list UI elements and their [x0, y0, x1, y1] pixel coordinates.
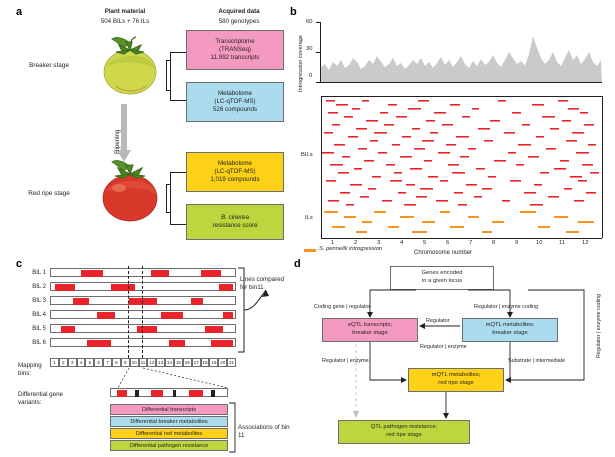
box-mqtl-redripe-text: mQTL metabolites; red ripe stage [431, 372, 481, 386]
ripening-label: Ripening [114, 129, 121, 154]
panel-a-col2-sub: 580 genotypes [218, 18, 260, 25]
panel-b-letter: b [290, 6, 297, 18]
mapping-bin-14[interactable]: 14 [167, 360, 173, 365]
xtick-10: 10 [536, 240, 543, 246]
introgression-coverage-histogram [321, 22, 602, 82]
panel-d-letter: d [294, 258, 301, 270]
ytick-0: 0 [309, 73, 313, 79]
xtick-7: 7 [469, 240, 473, 246]
box-metabolome-redripe [186, 152, 284, 192]
legend-differential-red-metabolites: Differential red metabolites [110, 428, 228, 439]
xtick-2: 2 [354, 240, 358, 246]
ytick-30: 30 [306, 46, 313, 52]
mapping-bin-12[interactable]: 12 [149, 360, 155, 365]
mapping-bin-3[interactable]: 3 [68, 358, 77, 367]
differential-variants-label: Differential gene variants: [18, 391, 63, 406]
box-metabolome-breaker-text: Metabolome (LC-qTOF-MS) 526 compounds [212, 89, 258, 114]
bil-label-4: BIL 4 [32, 312, 46, 318]
edge-label-regulator-enzyme-left: Regulator | enzyme [322, 358, 369, 364]
breaker-tomato-illustration [86, 36, 174, 98]
mapping-bin-2[interactable]: 2 [59, 358, 68, 367]
panel-b-ylabel: Introgression coverage [298, 35, 304, 92]
bil-row-3 [50, 296, 236, 305]
panel-b [292, 8, 607, 258]
panel-d [294, 258, 608, 454]
ytick-60: 60 [306, 19, 313, 25]
panel-a-col2-header: Acquired data [218, 8, 260, 15]
row-group-ils: ILs [305, 215, 313, 221]
box-genes-encoded-text: Genes encoded in a given locus [421, 270, 463, 284]
mapping-bin-8[interactable]: 8 [112, 358, 121, 367]
mapping-bin-5[interactable]: 5 [85, 358, 94, 367]
bil-row-1 [50, 268, 236, 277]
xtick-4: 4 [400, 240, 404, 246]
panel-a-letter: a [16, 6, 23, 18]
bin11-guide-left [128, 266, 129, 358]
box-metabolome-redripe-text: Metabolome (LC-qTOF-MS) 1,019 compounds [210, 159, 260, 184]
box-mqtl-breaker-text: mQTL metabolites; breaker stage [485, 322, 535, 336]
mapping-bin-4[interactable]: 4 [77, 358, 86, 367]
bil-row-2 [50, 282, 236, 291]
box-eqtl-transcripts-text: eQTL transcripts; breaker stage [347, 322, 393, 336]
legend-differential-pathogen-resistance: Differential pathogen resistance [110, 440, 228, 451]
mapping-bins-label: Mapping bins: [18, 362, 42, 377]
mapping-bin-9[interactable]: 9 [121, 358, 130, 367]
mapping-bin-7[interactable]: 7 [103, 358, 112, 367]
xtick-5: 5 [423, 240, 427, 246]
bil-label-5: BIL 5 [32, 326, 46, 332]
breaker-stage-label: Breaker stage [29, 62, 69, 69]
bil-row-4 [50, 310, 236, 319]
variants-track [110, 388, 228, 397]
mapping-bin-1[interactable]: 1 [50, 358, 59, 367]
panel-b-xlabel: Chromosome number [414, 250, 473, 256]
bin11-zoom-connector [118, 368, 268, 390]
edge-label-regulator: Regulator [426, 318, 450, 324]
edge-label-regulator-enzyme-coding-right: Regulator | enzyme coding [596, 293, 602, 358]
associations-label: Associations of bin 11 [238, 424, 290, 439]
box-metabolome-breaker [186, 82, 284, 122]
box-resistance-score-text: B. cinerea resistance score [212, 213, 258, 229]
mapping-bin-11[interactable]: 11 [139, 358, 148, 367]
bil-row-6 [50, 338, 236, 347]
panel-c [16, 258, 290, 452]
associations-bracket [228, 402, 238, 454]
panel-a-col1-header: Plant material [104, 8, 146, 15]
edge-label-substrate-intermediate: Substrate | intermediate [508, 358, 566, 364]
legend-label-introgression: S. pennellii introgression [319, 246, 383, 252]
xtick-12: 12 [582, 240, 589, 246]
mapping-bin-20[interactable]: 20 [220, 360, 226, 365]
box-qtl-pathogen-resistance-text: QTL pathogen resistance; red ripe stage [370, 424, 438, 438]
bil-label-6: BIL 6 [32, 340, 46, 346]
legend-differential-transcripts: Differential transcripts [110, 404, 228, 415]
xtick-8: 8 [492, 240, 496, 246]
panel-c-letter: c [16, 258, 23, 270]
panel-a [18, 8, 288, 256]
red-ripe-tomato-illustration [86, 158, 174, 224]
bil-label-2: BIL 2 [32, 284, 46, 290]
mapping-bin-10[interactable]: 10 [131, 360, 137, 365]
bil-row-5 [50, 324, 236, 333]
box-transcriptome [186, 30, 284, 70]
mapping-bin-21[interactable]: 21 [229, 360, 235, 365]
edge-label-regulator-enzyme-coding: Regulator | enzyme coding [474, 304, 539, 310]
xtick-11: 11 [559, 240, 566, 246]
xtick-9: 9 [515, 240, 519, 246]
legend-differential-breaker-metabolites: Differential breaker metabolites [110, 416, 228, 427]
box-transcriptome-text: Transcriptome (TRANSeq) 11,992 transcripts [210, 37, 260, 62]
mapping-bin-6[interactable]: 6 [94, 358, 103, 367]
introgression-heatmap [322, 97, 602, 237]
mapping-bin-16[interactable]: 16 [184, 360, 190, 365]
mapping-bin-17[interactable]: 17 [193, 360, 199, 365]
box-resistance-score [186, 204, 284, 240]
row-group-bils: BILs [301, 152, 313, 158]
legend-swatch-introgression [304, 249, 316, 252]
bin11-guide-right [142, 266, 143, 358]
xtick-1: 1 [331, 240, 335, 246]
edge-label-coding-gene-regulator: Coding gene | regulator [314, 304, 371, 310]
mapping-bins-track [50, 358, 236, 368]
panel-a-col1-sub: 504 BILs + 76 ILs [100, 18, 150, 25]
bil-label-1: BIL 1 [32, 270, 46, 276]
mapping-bin-18[interactable]: 18 [202, 360, 208, 365]
lines-compared-label: Lines compared for bin11 [240, 276, 285, 291]
mapping-bin-13[interactable]: 13 [158, 360, 164, 365]
xtick-6: 6 [446, 240, 450, 246]
mapping-bin-19[interactable]: 19 [211, 360, 217, 365]
edge-label-regulator-enzyme-mid: Regulator | enzyme [420, 344, 467, 350]
mapping-bin-15[interactable]: 15 [175, 360, 181, 365]
xtick-3: 3 [377, 240, 381, 246]
bil-label-3: BIL 3 [32, 298, 46, 304]
red-ripe-stage-label: Red ripe stage [28, 190, 70, 197]
